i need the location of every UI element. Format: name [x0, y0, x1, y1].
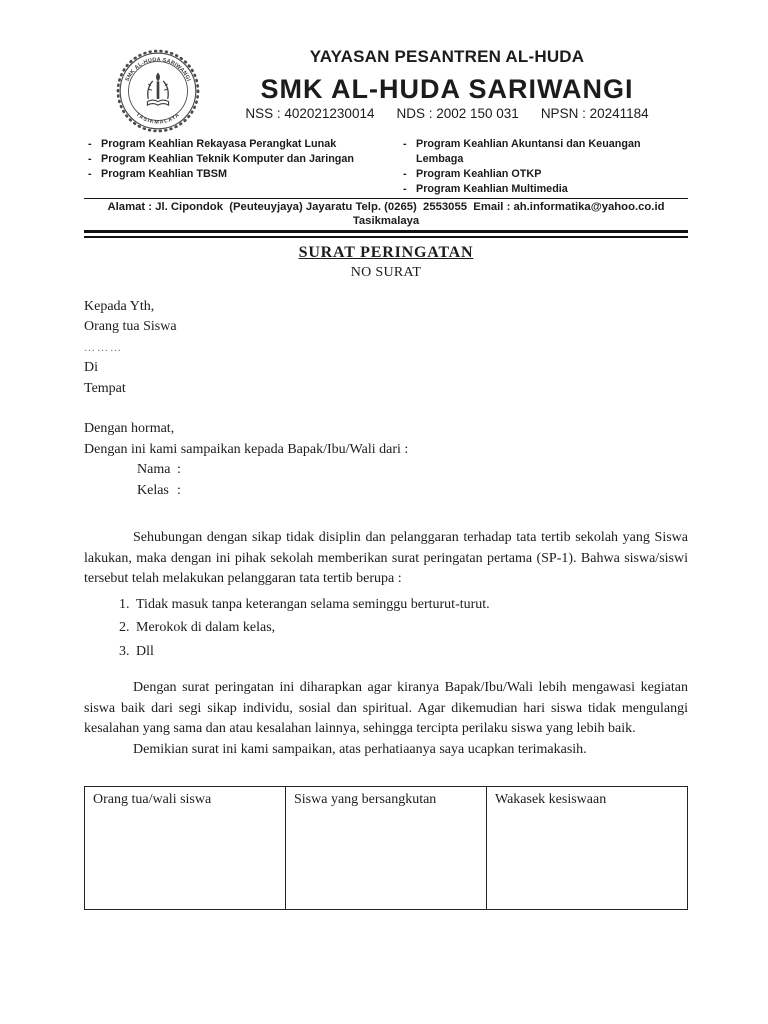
salutation-line: Dengan hormat,	[84, 421, 175, 436]
program-label: Program Keahlian Multimedia	[416, 183, 568, 195]
dash-bullet: -	[403, 168, 407, 180]
field-row-kelas	[84, 481, 688, 502]
recipient-line: Tempat	[84, 380, 126, 396]
program-list	[84, 137, 688, 197]
school-id-numbers	[206, 106, 688, 121]
program-item	[88, 152, 386, 167]
signature-cell-wakasek	[487, 787, 688, 910]
seal-torch-emblem	[147, 73, 168, 106]
program-label: Program Keahlian Rekayasa Perangkat Lunak	[101, 138, 337, 150]
letterhead-titles	[206, 47, 688, 121]
dash-bullet: -	[88, 168, 92, 180]
signature-cell-orang-tua	[85, 787, 286, 910]
letter-number-line: NO SURAT	[350, 264, 422, 280]
field-label: Nama	[137, 462, 171, 477]
divider-double	[84, 230, 688, 238]
seal-bottom-text: TASIKMALAYA	[134, 111, 182, 126]
violation-item: 1. Tidak masuk tanpa keterangan selama seminggu berturut-turut.	[133, 593, 688, 617]
foundation-name: YAYASAN PESANTREN AL-HUDA	[309, 47, 585, 66]
intro-line: Dengan ini kami sampaikan kepada Bapak/Ibu/Wali dari :	[84, 441, 409, 457]
program-label: Program Keahlian OTKP	[416, 168, 542, 180]
svg-text:TASIKMALAYA	[135, 112, 182, 126]
letterhead	[84, 47, 688, 133]
dash-bullet: -	[403, 138, 407, 150]
signature-cell-label: Orang tua/wali siswa	[93, 792, 212, 807]
violation-list	[84, 593, 688, 664]
signature-table	[84, 786, 688, 910]
program-column-right	[386, 137, 688, 197]
npsn-number: NPSN : 20241184	[540, 105, 649, 121]
field-colon: :	[177, 482, 181, 498]
dash-bullet: -	[88, 138, 92, 150]
violation-item: 2. Merokok di dalam kelas,	[133, 616, 688, 640]
recipient-dotted-line: ………	[84, 341, 123, 354]
paragraph-violation-intro: Sehubungan dengan sikap tidak disiplin dan pelanggaran terhadap tata tertib sekolah yang Siswa lakukan, maka dengan ini pihak sekolah memberikan surat peringatan pertama (SP-1). Bahwa siswa/siswi tersebut telah melakukan pelanggaran tata tertib berupa :	[84, 530, 688, 586]
closing-line: Demikian surat ini kami sampaikan, atas perhatiaanya saya ucapkan terimakasih.	[133, 741, 587, 757]
school-seal-logo	[111, 47, 205, 135]
signature-cell-label: Wakasek kesiswaan	[495, 792, 607, 807]
dash-bullet: -	[403, 183, 407, 195]
program-label: Program Keahlian Akuntansi dan Keuangan Lembaga	[416, 138, 641, 165]
program-item	[88, 137, 386, 152]
program-item	[88, 167, 386, 182]
program-label: Program Keahlian TBSM	[101, 168, 227, 180]
program-column-left	[84, 137, 386, 197]
signature-cell-label: Siswa yang bersangkutan	[294, 792, 437, 807]
signature-cell-siswa	[286, 787, 487, 910]
seal-top-text: SMK AL-HUDA SARIWANGI	[124, 57, 192, 83]
field-row-nama	[84, 460, 688, 481]
program-label: Program Keahlian Teknik Komputer dan Jaringan	[101, 153, 354, 165]
recipient-block	[84, 297, 688, 400]
nds-number: NDS : 2002 150 031	[396, 105, 519, 121]
violation-item: 3. Dll	[133, 640, 688, 664]
letter-body	[84, 297, 688, 911]
program-item	[403, 167, 688, 182]
dash-bullet: -	[88, 153, 92, 165]
field-colon: :	[177, 462, 181, 477]
program-item	[403, 182, 688, 197]
recipient-line: Kepada Yth,	[84, 298, 155, 314]
address-line: Alamat : Jl. Cipondok (Peuteuyjaya) Jayaratu Telp. (0265) 2553055 Email : ah.informatika@yahoo.co.id Tasikmalaya	[107, 201, 668, 227]
letter-title: SURAT PERINGATAN	[298, 243, 474, 261]
program-item	[403, 137, 688, 167]
recipient-line: Orang tua Siswa	[84, 319, 177, 334]
school-seal-icon	[111, 47, 205, 135]
recipient-line: Di	[84, 360, 98, 375]
paragraph-advice: Dengan surat peringatan ini diharapkan agar kiranya Bapak/Ibu/Wali lebih mengawasi kegiatan siswa baik dari segi sikap individu, sosial dan spiritual. Agar dikemudian hari siswa tidak mengulangi kesalahan yang sama dan atau kesalahan lainnya, sehingga tercipta perilaku siswa yang lebih baik.	[84, 680, 688, 736]
school-name: SMK AL-HUDA SARIWANGI	[260, 73, 634, 104]
nss-number: NSS : 402021230014	[245, 105, 375, 121]
field-label: Kelas	[137, 482, 169, 498]
signature-row	[85, 787, 688, 910]
